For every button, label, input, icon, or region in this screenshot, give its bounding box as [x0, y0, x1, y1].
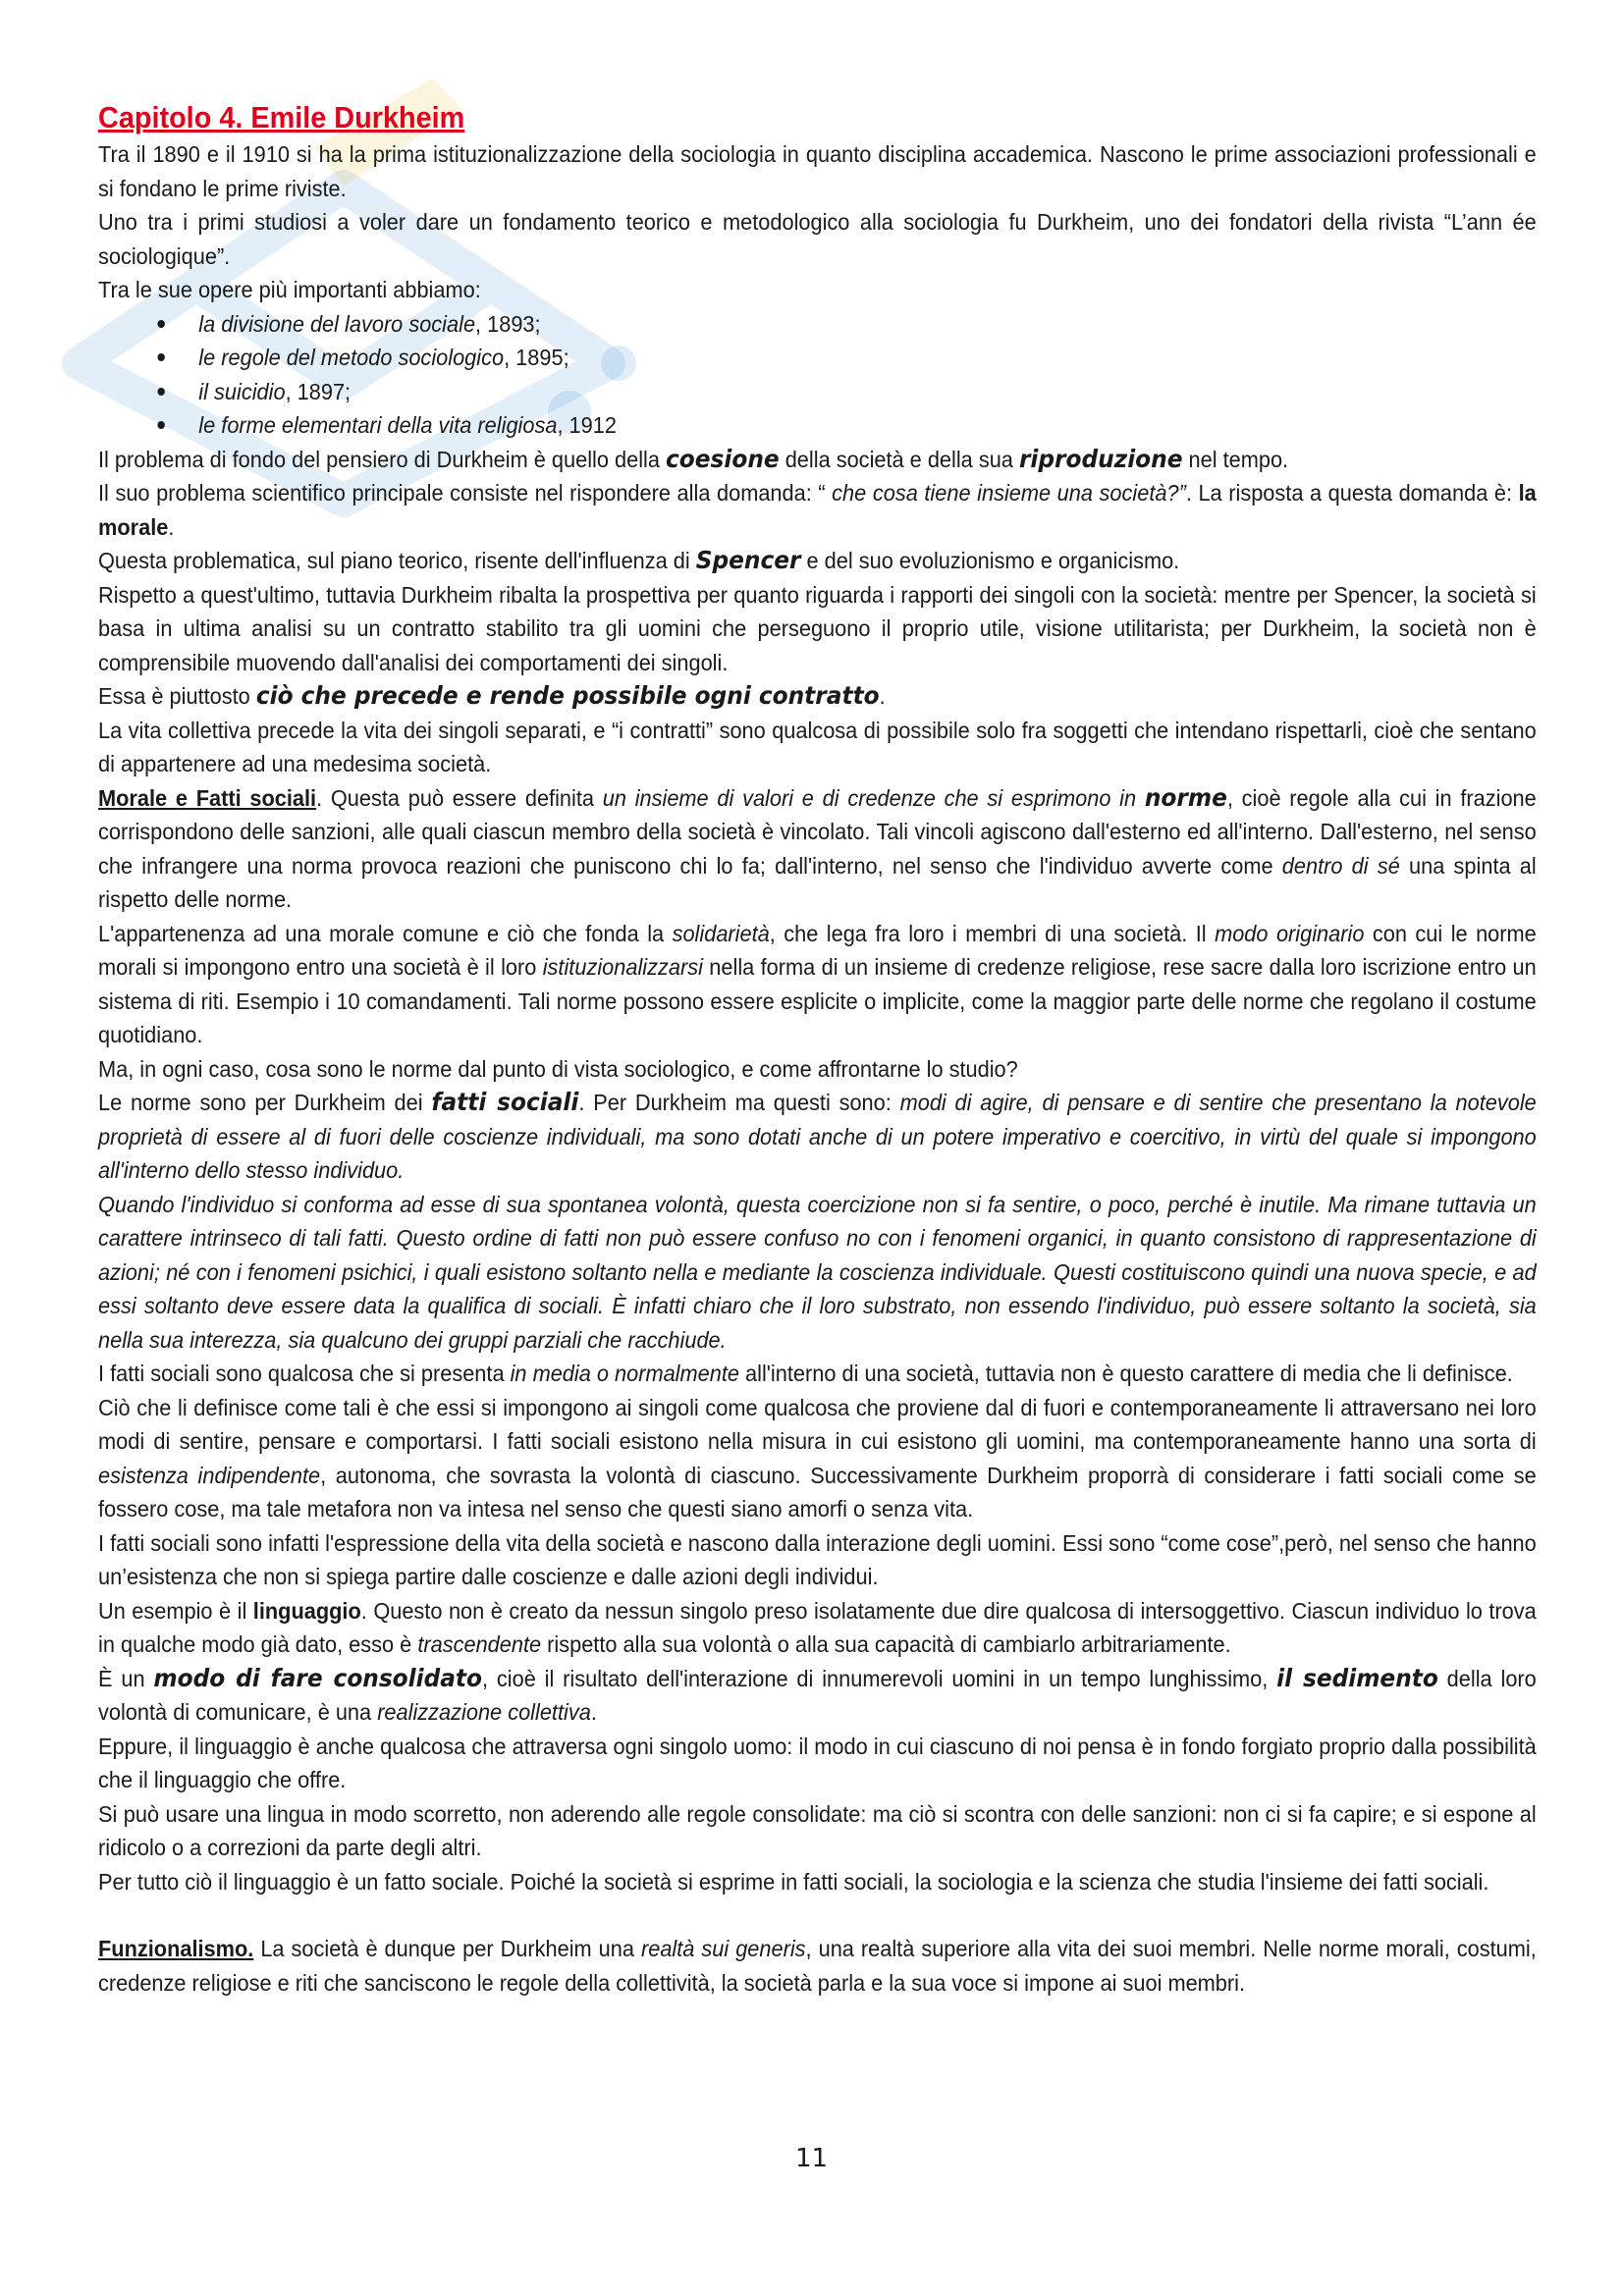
paragraph: I fatti sociali sono infatti l'espressione della vita della società e nascono dalla interazione degli uomini. Essi sono “come cose”,però, nel senso che hanno un’esistenza che non si spiega partire dalle coscienze e dalle azioni degli individui.	[98, 1529, 1537, 1589]
paragraph: Si può usare una lingua in modo scorretto, non aderendo alle regole consolidate: ma ciò si scontra con delle sanzioni: non ci si fa capire; e si espone al ridicolo o a correzioni da parte degli altri.	[98, 1800, 1537, 1860]
paragraph: Quando l'individuo si conforma ad esse di sua spontanea volontà, questa coercizione non si fa sentire, o poco, perché è inutile. Ma rimane tuttavia un carattere intrinseco di tali fatti. Questo ordine di fatti non può essere confuso no con i fenomeni organici, in quanto consistono di rappresentazione di azioni; né con i fenomeni psichici, i quali esistono soltanto nella e mediante la coscienza individuale. Questi costituiscono quindi una nuova specie, e ad essi soltanto deve essere data la qualifica di sociali. È infatti chiaro che il loro substrato, non essendo l'individuo, può essere soltanto la società, sia nella sua interezza, sia qualcuno dei gruppi parziali che racchiude.	[98, 1191, 1537, 1353]
paragraph: Eppure, il linguaggio è anche qualcosa che attraversa ogni singolo uomo: il modo in cui ciascuno di noi pensa è in fondo forgiato proprio dalla possibilità che il linguaggio che offre.	[98, 1733, 1537, 1792]
list-item: le forme elementari della vita religiosa, 1912	[198, 408, 1536, 443]
section-heading: Morale e Fatti sociali	[98, 784, 317, 811]
paragraph: Tra le sue opere più importanti abbiamo:	[98, 277, 481, 302]
paragraph: Il suo problema scientifico principale consiste nel rispondere alla domanda: “ che cosa tiene insieme una società?”. La risposta a questa domanda è: la morale.	[98, 480, 1537, 540]
paragraph: Questa problematica, sul piano teorico, risente dell'influenza di Spencer e del suo evoluzionismo e organicismo.	[98, 546, 1180, 574]
list-item: la divisione del lavoro sociale, 1893;	[198, 307, 1536, 342]
section-heading: Funzionalismo.	[98, 1936, 254, 1961]
paragraph: Un esempio è il linguaggio. Questo non è creato da nessun singolo preso isolatamente due dire qualcosa di intersoggettivo. Ciascun individuo lo trova in qualche modo già dato, esso è trascendente rispetto alla sua volontà o alla sua capacità di cambiarlo arbitrariamente.	[98, 1597, 1537, 1657]
paragraph: La vita collettiva precede la vita dei singoli separati, e “i contratti” sono qualcosa di possibile solo fra soggetti che intendano rispettarli, cioè che sentano di appartenere ad una medesima società.	[98, 717, 1537, 776]
spacer	[98, 1898, 1537, 1932]
page-number: 11	[794, 2144, 829, 2173]
paragraph: È un modo di fare consolidato, cioè il risultato dell'interazione di innumerevoli uomini in un tempo lunghissimo, il sedimento della loro volontà di comunicare, è una realizzazione collettiva.	[98, 1663, 1537, 1725]
paragraph: Le norme sono per Durkheim dei fatti sociali. Per Durkheim ma questi sono: modi di agire, di pensare e di sentire che presentano la notevole proprietà di essere al di fuori delle coscienze individuali, ma sono dotati anche di un potere imperativo e coercitivo, in virtù del quale si impongono all'interno dello stesso individuo.	[98, 1088, 1537, 1183]
paragraph: Ma, in ogni caso, cosa sono le norme dal punto di vista sociologico, e come affrontarne lo studio?	[98, 1055, 1018, 1082]
paragraph: Il problema di fondo del pensiero di Durkheim è quello della coesione della società e della sua riproduzione nel tempo.	[98, 444, 1289, 473]
document-body	[98, 98, 1537, 2000]
paragraph: I fatti sociali sono qualcosa che si presenta in media o normalmente all'interno di una società, tuttavia non è questo carattere di media che li definisce.	[98, 1361, 1513, 1386]
paragraph: Tra il 1890 e il 1910 si ha la prima istituzionalizzazione della sociologia in quanto disciplina accademica. Nascono le prime associazioni professionali e si fondano le prime riviste.	[98, 141, 1537, 201]
chapter-title: Capitolo 4. Emile Durkheim	[98, 100, 465, 134]
paragraph: Essa è piuttosto ciò che precede e rende possibile ogni contratto.	[98, 681, 886, 710]
paragraph: Funzionalismo. La società è dunque per Durkheim una realtà sui generis, una realtà superiore alla vita dei suoi membri. Nelle norme morali, costumi, credenze religiose e riti che sanciscono le regole della collettività, la società parla e la sua voce si impone ai suoi membri.	[98, 1936, 1537, 1996]
paragraph: Per tutto ciò il linguaggio è un fatto sociale. Poiché la società si esprime in fatti sociali, la sociologia e la scienza che studia l'insieme dei fatti sociali.	[98, 1868, 1489, 1895]
works-list	[98, 307, 1537, 443]
paragraph: Ciò che li definisce come tali è che essi si impongono ai singoli come qualcosa che proviene dal di fuori e contemporaneamente li attraversano nei loro modi di sentire, pensare e comportarsi. I fatti sociali esistono nella misura in cui esistono gli uomini, ma contemporaneamente hanno una sorta di esistenza indipendente, autonoma, che sovrasta la volontà di ciascuno. Successivamente Durkheim proporrà di considerare i fatti sociali come se fossero cose, ma tale metafora non va intesa nel senso che questi siano amorfi o senza vita.	[98, 1394, 1537, 1522]
list-item: il suicidio, 1897;	[198, 375, 1536, 409]
paragraph: Uno tra i primi studiosi a voler dare un fondamento teorico e metodologico alla sociologia fu Durkheim, uno dei fondatori della rivista “L’ann ée sociologique”.	[98, 209, 1537, 269]
list-item: le regole del metodo sociologico, 1895;	[198, 341, 1536, 375]
paragraph: Morale e Fatti sociali. Questa può essere definita un insieme di valori e di credenze che si esprimono in norme, cioè regole alla cui in frazione corrispondono delle sanzioni, alle quali ciascun membro della società è vincolato. Tali vincoli agiscono dall'esterno ed all'interno. Dall'esterno, nel senso che infrangere una norma provoca reazioni che puniscono chi lo fa; dall'interno, nel senso che l'individuo avverte come dentro di sé una spinta al rispetto delle norme.	[98, 782, 1537, 912]
paragraph: L'appartenenza ad una morale comune e ciò che fonda la solidarietà, che lega fra loro i membri di una società. Il modo originario con cui le norme morali si impongono entro una società è il loro istituzionalizzarsi nella forma di un insieme di credenze religiose, rese sacre dalla loro iscrizione entro un sistema di riti. Esempio i 10 comandamenti. Tali norme possono essere esplicite o implicite, come la maggior parte delle norme che regolano il costume quotidiano.	[98, 920, 1537, 1047]
paragraph: Rispetto a quest'ultimo, tuttavia Durkheim ribalta la prospettiva per quanto riguarda i rapporti dei singoli con la società: mentre per Spencer, la società si basa in ultima analisi su un contratto stabilito tra gli uomini che perseguono il proprio utile, visione utilitarista; per Durkheim, la società non è comprensibile muovendo dall'analisi dei comportamenti dei singoli.	[98, 581, 1537, 675]
